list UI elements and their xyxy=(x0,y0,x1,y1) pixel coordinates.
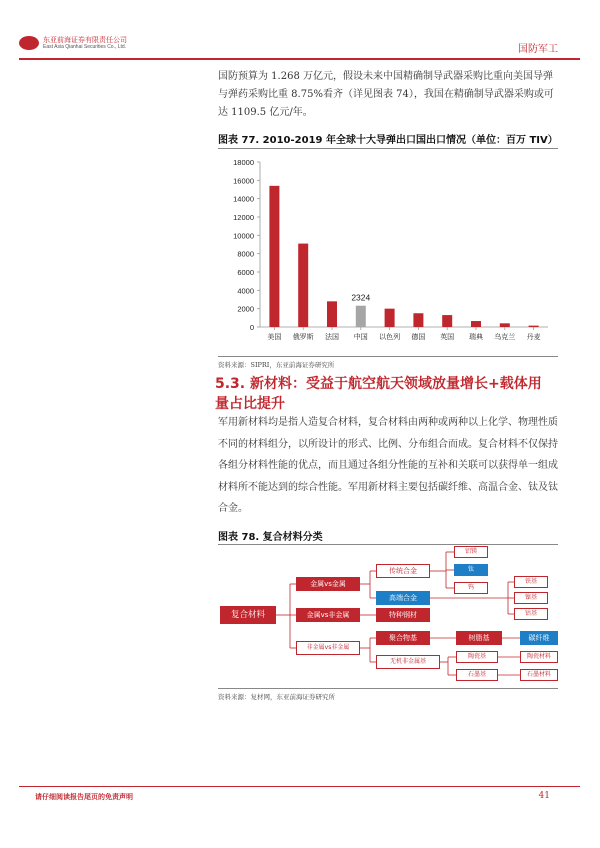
node-ceramic-based: 陶瓷基 xyxy=(456,651,498,663)
node-tungsten: 钨 xyxy=(454,582,488,594)
y-tick-label: 6000 xyxy=(237,268,254,277)
header-section-tag: 国防军工 xyxy=(518,44,558,55)
node-nickel-based: 镍基 xyxy=(514,592,548,604)
node-carbon-fiber: 碳纤维 xyxy=(520,631,558,645)
figure78-bottom-rule xyxy=(218,688,558,689)
composite-material-diagram xyxy=(218,546,558,686)
x-tick-label: 乌克兰 xyxy=(494,333,516,341)
x-tick-label: 瑞典 xyxy=(469,333,483,341)
node-aluminum-magnesium: 铝镁 xyxy=(454,546,488,558)
node-graphite-material: 石墨材料 xyxy=(520,669,558,681)
intro-paragraph: 国防预算为 1.268 万亿元，假设未来中国精确制导武器采购比重向美国导弹与弹药采购比重 8.75%看齐（详见图表 74），我国在精确制导武器采购或可达 1109.5 亿元/年。 xyxy=(218,71,554,118)
y-tick-label: 16000 xyxy=(233,176,254,186)
bar-5 xyxy=(413,313,423,327)
node-titanium: 钛 xyxy=(454,564,488,576)
footer-divider xyxy=(19,786,580,787)
node-metal-vs-nonmetal: 金属vs非金属 xyxy=(296,608,360,622)
x-tick-label: 法国 xyxy=(325,333,339,341)
bar-2 xyxy=(327,301,337,327)
y-tick-label: 2000 xyxy=(237,304,254,314)
x-tick-label: 丹麦 xyxy=(526,333,541,341)
figure77-title: 图表 77. 2010-2019 年全球十大导弹出口国出口情况（单位：百万 TIV） xyxy=(218,135,558,146)
figure77-top-rule xyxy=(218,148,558,149)
data-label: 2324 xyxy=(351,292,371,303)
bar-6 xyxy=(442,315,452,327)
node-nonmetal-vs-nonmetal: 非金属vs非金属 xyxy=(296,641,360,655)
footer-disclaimer: 请仔细阅读报告尾页的免责声明 xyxy=(35,792,133,801)
bar-8 xyxy=(500,323,510,327)
node-ceramic-material: 陶瓷材料 xyxy=(520,651,558,663)
node-resin-based: 树脂基 xyxy=(456,631,502,645)
node-special-steel: 特种钢材 xyxy=(376,608,430,622)
header-divider xyxy=(19,58,580,60)
y-tick-label: 0 xyxy=(249,323,254,332)
figure78-title: 图表 78. 复合材料分类 xyxy=(218,532,323,543)
x-tick-label: 中国 xyxy=(353,333,368,341)
company-name-cn: 东亚前海证券有限责任公司 xyxy=(43,36,127,44)
figure77-source: 资料来源：SIPRI，东亚前海证券研究所 xyxy=(218,361,335,369)
section-title: 5.3. 新材料：受益于航空航天领域放量增长+载体用量占比提升 xyxy=(215,376,542,412)
figure78-source: 资料来源：复材网，东亚前海证券研究所 xyxy=(218,693,335,701)
node-composite-material: 复合材料 xyxy=(220,606,276,624)
y-tick-label: 4000 xyxy=(237,286,254,296)
company-name-en: East Asia Qianhai Securities Co., Ltd. xyxy=(43,44,127,50)
bar-9 xyxy=(529,326,539,327)
node-iron-based: 铁基 xyxy=(514,576,548,588)
x-tick-label: 俄罗斯 xyxy=(292,333,314,341)
node-graphite-based: 石墨基 xyxy=(456,669,498,681)
node-metal-vs-metal: 金属vs金属 xyxy=(296,577,360,591)
bar-1 xyxy=(298,244,308,327)
bar-0 xyxy=(269,186,279,327)
x-tick-label: 美国 xyxy=(267,333,282,341)
bar-7 xyxy=(471,321,481,327)
missile-export-bar-chart xyxy=(218,150,558,355)
section-paragraph: 军用新材料均是指人造复合材料，复合材料由两种或两种以上化学、物理性质不同的材料组分，以所设计的形式、比例、分布组合而成。复合材料不仅保持各组分材料性能的优点，而且通过各组分性能的互补和关联可以获得单一组成材料所不能达到的综合性能。军用新材料主要包括碳纤维、高温合金、钛及钛合金。 xyxy=(218,417,558,514)
y-tick-label: 8000 xyxy=(237,249,254,259)
y-tick-label: 10000 xyxy=(233,231,254,241)
page-number: 41 xyxy=(538,791,550,801)
x-tick-label: 德国 xyxy=(411,333,426,341)
y-tick-label: 12000 xyxy=(233,213,254,222)
company-logo xyxy=(19,36,39,50)
bar-3 xyxy=(356,306,366,327)
node-high-end-alloy: 高端合金 xyxy=(376,591,430,605)
bar-4 xyxy=(385,309,395,327)
figure77-bottom-rule xyxy=(218,356,558,357)
figure78-top-rule xyxy=(218,544,558,545)
node-cobalt-based: 钴基 xyxy=(514,608,548,620)
x-tick-label: 英国 xyxy=(440,333,455,341)
x-tick-label: 以色列 xyxy=(379,333,401,341)
node-polymer-matrix: 聚合物基 xyxy=(376,631,430,645)
y-tick-label: 18000 xyxy=(233,158,254,167)
node-inorganic-nonmetal: 无机非金属基 xyxy=(376,655,440,669)
y-tick-label: 14000 xyxy=(233,194,254,204)
node-traditional-alloy: 传统合金 xyxy=(376,564,430,578)
